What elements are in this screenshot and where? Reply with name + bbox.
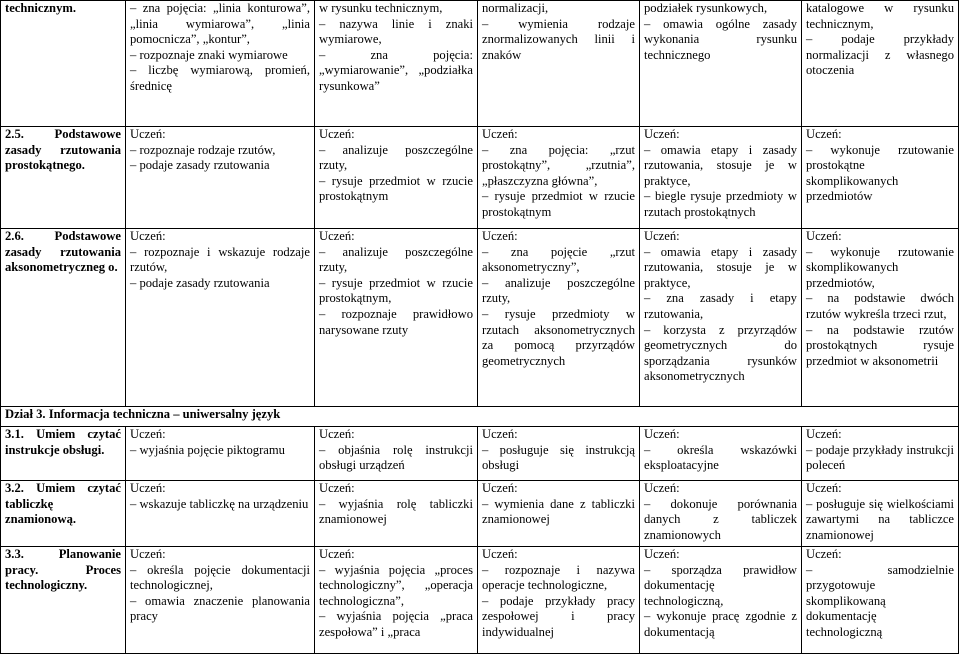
requirement-cell [126,481,315,547]
requirement-cell [802,481,959,547]
table-row [1,427,959,481]
student-heading: Uczeń: [482,127,518,141]
requirement-cell [126,127,315,229]
table-row [1,407,959,427]
continued-text: katalogowe w rysunku technicznym, [806,1,954,31]
requirement-cell [126,547,315,654]
requirement-item: – samodzielnie przygotowuje skomplikowaną dokumentację technologiczną [806,563,954,641]
requirement-item: – wykonuje rzutowanie skomplikowanych przedmiotów, [806,245,954,292]
topic-cell: 2.6. Podstawowe zasady rzutowania aksonometryczneg o. [1,229,126,407]
requirement-cell [640,229,802,407]
requirement-cell [802,127,959,229]
requirement-item: – podaje zasady rzutowania [130,158,310,174]
table-row [1,547,959,654]
requirement-item: – biegle rysuje przedmioty w rzutach prostokątnych [644,189,797,220]
student-heading: Uczeń: [806,481,842,495]
requirement-item: – wyjaśnia pojęcie piktogramu [130,443,310,459]
requirement-item: – rysuje przedmiot w rzucie prostokątnym, [319,276,473,307]
requirement-item: – analizuje poszczególne rzuty, [482,276,635,307]
requirement-item: – rozpoznaje rodzaje rzutów, [130,143,310,159]
requirement-cell [315,1,478,127]
requirement-item: – zna pojęcie „rzut aksonometryczny”, [482,245,635,276]
section-heading: Dział 3. Informacja techniczna – uniwersalny język [1,407,959,427]
table-row [1,481,959,547]
requirement-cell [315,229,478,407]
requirements-table-body [1,1,959,654]
requirement-cell [315,481,478,547]
continued-text: w rysunku technicznym, [319,1,443,15]
requirement-cell [478,127,640,229]
requirement-item: – analizuje poszczególne rzuty, [319,245,473,276]
requirement-item: – rozpoznaje i wskazuje rodzaje rzutów, [130,245,310,276]
requirement-item: – podaje przykłady instrukcji poleceń [806,443,954,474]
requirement-item: – rysuje przedmiot w rzucie prostokątnym [482,189,635,220]
student-heading: Uczeń: [319,481,355,495]
requirement-item: – rozpoznaje prawidłowo narysowane rzuty [319,307,473,338]
topic-cell: 3.1. Umiem czytać instrukcje obsługi. [1,427,126,481]
student-heading: Uczeń: [319,427,355,441]
requirement-item: – rysuje przedmiot w rzucie prostokątnym [319,174,473,205]
student-heading: Uczeń: [130,127,166,141]
requirement-cell [315,127,478,229]
student-heading: Uczeń: [319,547,355,561]
student-heading: Uczeń: [806,127,842,141]
student-heading: Uczeń: [319,229,355,243]
requirement-item: – na podstawie dwóch rzutów wykreśla trzeci rzut, [806,291,954,322]
requirement-item: – sporządza prawidłow dokumentację technologiczną, [644,563,797,610]
requirement-item: – wykonuje pracę zgodnie z dokumentacją [644,609,797,640]
requirement-item: – podaje przykłady normalizacji z własnego otoczenia [806,32,954,79]
requirement-cell [640,547,802,654]
requirement-cell [640,427,802,481]
student-heading: Uczeń: [644,481,680,495]
continued-text: podziałek rysunkowych, [644,1,768,15]
requirement-item: – nazywa linie i znaki wymiarowe, [319,17,473,48]
student-heading: Uczeń: [482,481,518,495]
requirement-item: – zna zasady i etapy rzutowania, [644,291,797,322]
requirement-cell [478,547,640,654]
student-heading: Uczeń: [806,229,842,243]
requirement-item: – omawia etapy i zasady rzutowania, stosuje je w praktyce, [644,245,797,292]
requirement-item: – na podstawie rzutów prostokątnych rysuje przedmiot w aksonometrii [806,323,954,370]
topic-cell: 2.5. Podstawowe zasady rzutowania prostokątnego. [1,127,126,229]
requirement-item: – korzysta z przyrządów geometrycznych do sporządzania rysunków aksonometrycznych [644,323,797,385]
requirement-item: – określa pojęcie dokumentacji technologicznej, [130,563,310,594]
table-row [1,229,959,407]
student-heading: Uczeń: [482,427,518,441]
requirement-item: – objaśnia rolę instrukcji obsługi urządzeń [319,443,473,474]
requirement-item: – dokonuje porównania danych z tabliczek znamionowych [644,497,797,544]
requirement-cell [640,127,802,229]
requirement-cell [478,1,640,127]
student-heading: Uczeń: [130,547,166,561]
requirement-cell [640,481,802,547]
requirement-item: – wyjaśnia pojęcia „proces technologiczny”, „operacja technologiczna”, [319,563,473,610]
requirement-item: – wymienia dane z tabliczki znamionowej [482,497,635,528]
requirement-item: – podaje przykłady pracy zespołowej i pracy indywidualnej [482,594,635,641]
requirement-item: – rysuje przedmioty w rzutach aksonometrycznych za pomocą przyrządów geometrycznych [482,307,635,369]
student-heading: Uczeń: [482,547,518,561]
student-heading: Uczeń: [319,127,355,141]
requirement-cell [126,229,315,407]
student-heading: Uczeń: [644,127,680,141]
requirement-cell [126,1,315,127]
requirement-item: – wyjaśnia pojęcia „praca zespołowa” i „praca [319,609,473,640]
requirement-item: – zna pojęcia: „linia konturowa”, „linia wymiarowa”, „linia pomocnicza”, „kontur”, [130,1,310,48]
requirement-cell [315,547,478,654]
requirement-cell [478,481,640,547]
requirement-item: – wskazuje tabliczkę na urządzeniu [130,497,310,513]
requirement-item: – posługuje się instrukcją obsługi [482,443,635,474]
requirement-item: – wyjaśnia rolę tabliczki znamionowej [319,497,473,528]
requirement-cell [802,1,959,127]
requirement-item: – zna pojęcia: „wymiarowanie”, „podziałka rysunkowa” [319,48,473,95]
continued-text: normalizacji, [482,1,549,15]
requirement-cell [802,547,959,654]
student-heading: Uczeń: [644,547,680,561]
student-heading: Uczeń: [806,427,842,441]
topic-cell: technicznym. [1,1,126,127]
student-heading: Uczeń: [644,229,680,243]
student-heading: Uczeń: [644,427,680,441]
requirement-cell [802,229,959,407]
student-heading: Uczeń: [130,481,166,495]
requirement-item: – rozpoznaje znaki wymiarowe [130,48,310,64]
requirement-cell [640,1,802,127]
requirement-item: – określa wskazówki eksploatacyjne [644,443,797,474]
requirement-item: – omawia ogólne zasady wykonania rysunku technicznego [644,17,797,64]
requirement-item: – wymienia rodzaje znormalizowanych linii i znaków [482,17,635,64]
requirement-item: – zna pojęcia: „rzut prostokątny”, „rzutnia”, „płaszczyzna główna”, [482,143,635,190]
table-row [1,1,959,127]
student-heading: Uczeń: [806,547,842,561]
requirement-item: – rozpoznaje i nazywa operacje technologiczne, [482,563,635,594]
student-heading: Uczeń: [130,427,166,441]
requirement-cell [315,427,478,481]
requirement-item: – analizuje poszczególne rzuty, [319,143,473,174]
requirement-item: – omawia etapy i zasady rzutowania, stosuje je w praktyce, [644,143,797,190]
requirement-cell [802,427,959,481]
requirement-item: – posługuje się wielkościami zawartymi na tabliczce znamionowej [806,497,954,544]
requirement-cell [126,427,315,481]
topic-cell: 3.3. Planowanie pracy. Proces technologiczny. [1,547,126,654]
student-heading: Uczeń: [482,229,518,243]
student-heading: Uczeń: [130,229,166,243]
requirement-item: – omawia znaczenie planowania pracy [130,594,310,625]
requirement-item: – wykonuje rzutowanie prostokątne skomplikowanych przedmiotów [806,143,954,205]
table-row [1,127,959,229]
requirement-cell [478,229,640,407]
requirement-item: – liczbę wymiarową, promień, średnicę [130,63,310,94]
requirement-item: – podaje zasady rzutowania [130,276,310,292]
requirement-cell [478,427,640,481]
topic-cell: 3.2. Umiem czytać tabliczkę znamionową. [1,481,126,547]
